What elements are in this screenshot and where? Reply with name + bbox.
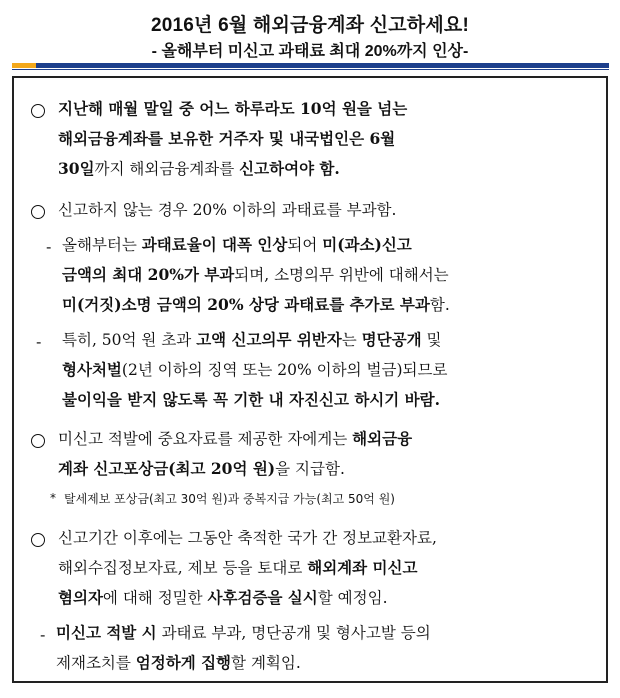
s3-t3: 계좌 신고포상금(최고 20억 원) (58, 459, 276, 478)
s4-line-3 (58, 583, 598, 613)
s1-line-2-text: 해외금융계좌를 보유한 거주자 및 내국법인은 6월 (58, 129, 396, 148)
accent-rule-yellow (12, 63, 36, 68)
s3-t1: 미신고 적발에 중요자료를 제공한 자에게는 (58, 430, 353, 448)
s4-t3: 해외계좌 미신고 (307, 558, 418, 577)
s4-line-1 (58, 523, 598, 553)
s2-d2-line-1 (62, 325, 598, 355)
bullet-circle-icon (31, 434, 45, 448)
s4-t5: 에 대해 정밀한 (102, 589, 208, 607)
dash-bullet-icon: - (40, 626, 46, 644)
s2-d1-line-3 (62, 290, 598, 320)
s4-t4: 혐의자 (58, 588, 103, 607)
s2-d1-line-1 (62, 230, 598, 260)
s2-d2-t6: 형사처벌 (62, 360, 122, 379)
s2-d2-t2: 고액 신고의무 위반자 (196, 330, 342, 349)
s4-d1-t2: 과태료 부과, 명단공개 및 형사고발 등의 (156, 624, 431, 642)
dash-bullet-icon: - (46, 238, 52, 256)
s2-line-1-text: 신고하지 않는 경우 20% 이하의 과태료를 부과함. (58, 201, 397, 219)
s3-line-2 (58, 454, 598, 484)
s1-line-3-date: 30일 (58, 159, 95, 178)
s4-t2: 해외수집정보자료, 제보 등을 토대로 (58, 559, 308, 577)
accent-rule-thin (12, 69, 609, 70)
s1-line-3-text: 까지 해외금융계좌를 (94, 160, 240, 178)
s2-d2-t1: 특히, 50억 원 초과 (62, 331, 197, 349)
s3-t4: 을 지급함. (275, 460, 345, 478)
s2-d2-t4: 명단공개 (361, 330, 422, 349)
s2-d2-line-3 (62, 385, 598, 415)
s4-d1-line-2 (56, 648, 598, 678)
s2-d1-t3: 되어 (287, 236, 323, 254)
s2-d2-t8: 불이익을 받지 않도록 꼭 기한 내 자진신고 하시기 바람. (62, 390, 440, 409)
page-title: 2016년 6월 해외금융계좌 신고하세요! (150, 15, 469, 36)
s1-line-3 (58, 154, 598, 184)
s4-d1-t5: 할 계획임. (231, 654, 301, 672)
s4-d1-line-1 (56, 618, 598, 648)
s3-t2: 해외금융 (352, 429, 413, 448)
s1-line-1-text: 지난해 매월 말일 중 어느 하루라도 10억 원을 넘는 (58, 99, 408, 118)
s4-line-2 (58, 553, 598, 583)
s2-d1-t5: 금액의 최대 20%가 부과 (62, 265, 235, 284)
s4-d1-t4: 엄정하게 집행 (135, 653, 232, 672)
s4-t1: 신고기간 이후에는 그동안 축적한 국가 간 정보교환자료, (58, 529, 437, 547)
asterisk-icon: * (50, 491, 56, 505)
s3-footnote: 탈세제보 포상금(최고 30억 원)과 중복지급 가능(최고 50억 원) (64, 492, 395, 506)
s2-d2-t3: 는 (341, 331, 362, 349)
page-subtitle: - 올해부터 미신고 과태료 최대 20%까지 인상- (151, 43, 469, 60)
s4-d1-t1: 미신고 적발 시 (56, 623, 157, 642)
bullet-circle-icon (31, 205, 45, 219)
s2-d1-t7: 미(거짓)소명 금액의 20% 상당 과태료를 추가로 부과 (62, 295, 430, 314)
s1-line-3-emph: 신고하여야 함. (239, 159, 340, 178)
s2-d2-t5: 및 (421, 331, 442, 349)
s4-d1-t3: 제재조치를 (56, 654, 136, 672)
dash-bullet-icon: - (36, 333, 42, 351)
s4-t7: 할 예정임. (317, 589, 388, 607)
s2-d1-t2: 과태료율이 대폭 인상 (141, 235, 288, 254)
s1-line-1 (58, 94, 598, 124)
s2-d1-t8: 함. (429, 296, 450, 314)
bullet-circle-icon (31, 533, 45, 547)
s2-d1-t1: 올해부터는 (62, 236, 142, 254)
s3-line-1 (58, 424, 598, 454)
bullet-circle-icon (31, 104, 45, 118)
s2-d1-line-2 (62, 260, 598, 290)
accent-rule-navy (36, 63, 609, 68)
s2-d2-t7: (2년 이하의 징역 또는 20% 이하의 벌금)되므로 (121, 361, 448, 379)
s2-d1-t6: 되며, 소명의무 위반에 대해서는 (234, 266, 449, 284)
s2-line-1 (58, 195, 598, 225)
s2-d1-t4: 미(과소)신고 (322, 235, 412, 254)
s1-line-2 (58, 124, 598, 154)
s4-t6: 사후검증을 실시 (207, 588, 318, 607)
s2-d2-line-2 (62, 355, 598, 385)
